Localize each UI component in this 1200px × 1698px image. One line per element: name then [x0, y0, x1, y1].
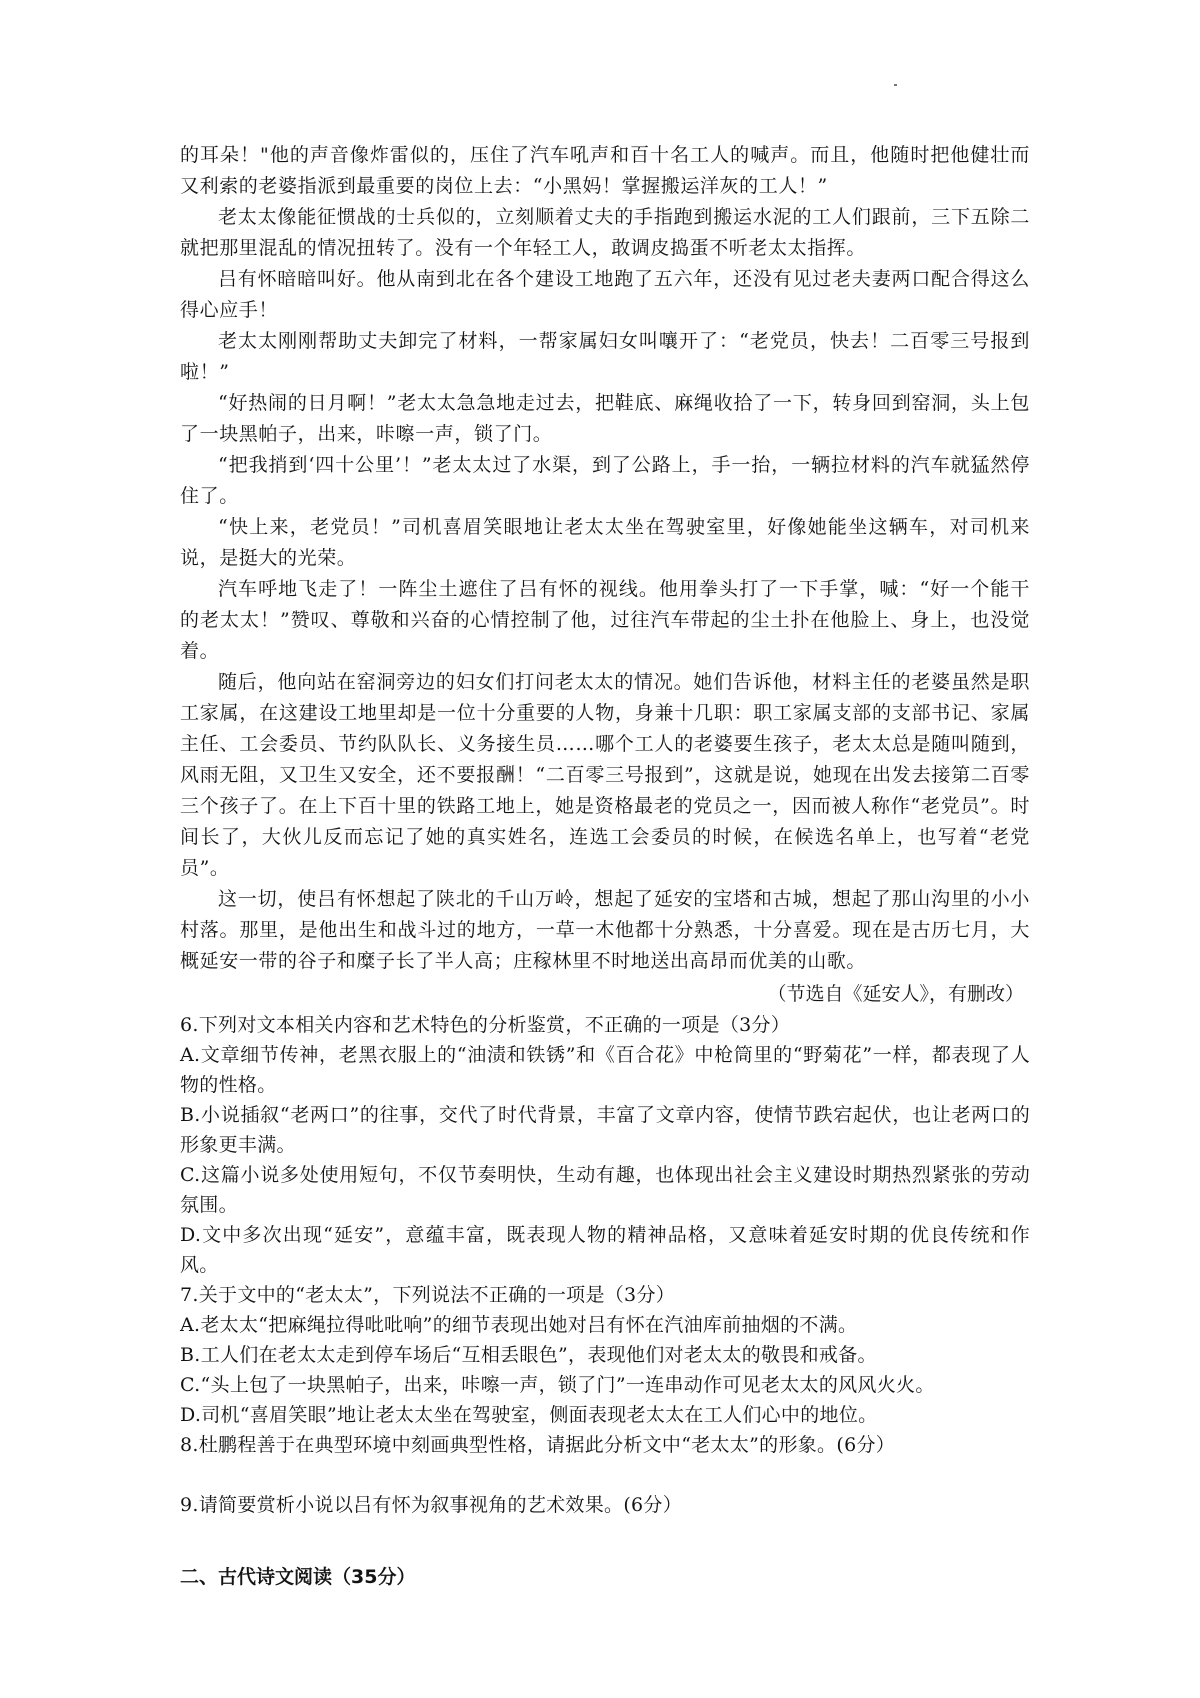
story-paragraph: 的耳朵！"他的声音像炸雷似的，压住了汽车吼声和百十名工人的喊声。而且，他随时把他健壮而又利索的老婆指派到最重要的岗位上去：“小黑妈！掌握搬运洋灰的工人！” [180, 144, 1030, 197]
question-6-option-a: A.文章细节传神，老黑衣服上的“油渍和铁锈”和《百合花》中枪筒里的“野菊花”一样，都表现了人物的性格。 [180, 1044, 1030, 1096]
story-paragraph: “把我捎到‘四十公里’！”老太太过了水渠，到了公路上，手一抬，一辆拉材料的汽车就猛然停住了。 [180, 454, 1030, 507]
question-7-stem: 7.关于文中的“老太太”，下列说法不正确的一项是（3分） [180, 1284, 676, 1306]
question-6-option-d: D.文中多次出现“延安”，意蕴丰富，既表现人物的精神品格，又意味着延安时期的优良传统和作风。 [180, 1224, 1030, 1276]
story-paragraph: 汽车呼地飞走了！一阵尘土遮住了吕有怀的视线。他用拳头打了一下手掌，喊：“好一个能干的老太太！”赞叹、尊敬和兴奋的心情控制了他，过往汽车带起的尘土扑在他脸上、身上，也没觉着。 [180, 578, 1030, 662]
question-7-option-a: A.老太太“把麻绳拉得吡吡响”的细节表现出她对吕有怀在汽油库前抽烟的不满。 [180, 1314, 858, 1336]
story-paragraph: 老太太刚刚帮助丈夫卸完了材料，一帮家属妇女叫嚷开了：“老党员，快去！二百零三号报到啦！” [180, 330, 1030, 383]
scan-speck [894, 84, 897, 86]
question-6-stem: 6.下列对文本相关内容和艺术特色的分析鉴赏，不正确的一项是（3分） [180, 1014, 791, 1036]
question-7-option-c: C.“头上包了一块黑帕子，出来，咔嚓一声，锁了门”一连串动作可见老太太的风风火火。 [180, 1374, 935, 1396]
source-citation: （节选自《延安人》，有删改） [767, 983, 1024, 1005]
question-7-option-b: B.工人们在老太太走到停车场后“互相丢眼色”，表现他们对老太太的敬畏和戒备。 [180, 1344, 877, 1366]
story-excerpt [180, 140, 1030, 977]
question-9: 9.请简要赏析小说以吕有怀为叙事视角的艺术效果。(6分） [180, 1494, 683, 1516]
exam-page [180, 140, 1030, 1592]
story-paragraph: “好热闹的日月啊！”老太太急急地走过去，把鞋底、麻绳收拾了一下，转身回到窑洞，头上包了一块黑帕子，出来，咔嚓一声，锁了门。 [180, 392, 1030, 445]
story-paragraph: 吕有怀暗暗叫好。他从南到北在各个建设工地跑了五六年，还没有见过老夫妻两口配合得这么得心应手！ [180, 268, 1030, 321]
story-paragraph: “快上来，老党员！”司机喜眉笑眼地让老太太坐在驾驶室里，好像她能坐这辆车，对司机来说，是挺大的光荣。 [180, 516, 1030, 569]
story-paragraph: 随后，他向站在窑洞旁边的妇女们打问老太太的情况。她们告诉他，材料主任的老婆虽然是职工家属，在这建设工地里却是一位十分重要的人物，身兼十几职：职工家属支部的支部书记、家属主任、工会委员、节约队队长、义务接生员……哪个工人的老婆要生孩子，老太太总是随叫随到，风雨无阻，又卫生又安全，还不要报酬！“二百零三号报到”，这就是说，她现在出发去接第二百零三个孩子了。在上下百十里的铁路工地上，她是资格最老的党员之一，因而被人称作“老党员”。时间长了，大伙儿反而忘记了她的真实姓名，连选工会委员的时候，在候选名单上，也写着“老党员”。 [180, 671, 1030, 879]
question-6-option-b: B.小说插叙“老两口”的往事，交代了时代背景，丰富了文章内容，使情节跌宕起伏，也让老两口的形象更丰满。 [180, 1104, 1030, 1156]
question-8: 8.杜鹏程善于在典型环境中刻画典型性格，请据此分析文中“老太太”的形象。(6分） [180, 1434, 896, 1456]
section-heading: 二、古代诗文阅读（35分） [180, 1566, 416, 1588]
question-list [180, 1010, 1030, 1520]
story-paragraph: 老太太像能征惯战的士兵似的，立刻顺着丈夫的手指跑到搬运水泥的工人们跟前，三下五除二就把那里混乱的情况扭转了。没有一个年轻工人，敢调皮捣蛋不听老太太指挥。 [180, 206, 1030, 259]
question-7-option-d: D.司机“喜眉笑眼”地让老太太坐在驾驶室，侧面表现老太太在工人们心中的地位。 [180, 1404, 878, 1426]
question-6-option-c: C.这篇小说多处使用短句，不仅节奏明快，生动有趣，也体现出社会主义建设时期热烈紧张的劳动氛围。 [180, 1164, 1030, 1216]
story-paragraph: 这一切，使吕有怀想起了陕北的千山万岭，想起了延安的宝塔和古城，想起了那山沟里的小小村落。那里，是他出生和战斗过的地方，一草一木他都十分熟悉，十分喜爱。现在是古历七月，大概延安一带的谷子和糜子长了半人高；庄稼林里不时地送出高昂而优美的山歌。 [180, 888, 1030, 972]
